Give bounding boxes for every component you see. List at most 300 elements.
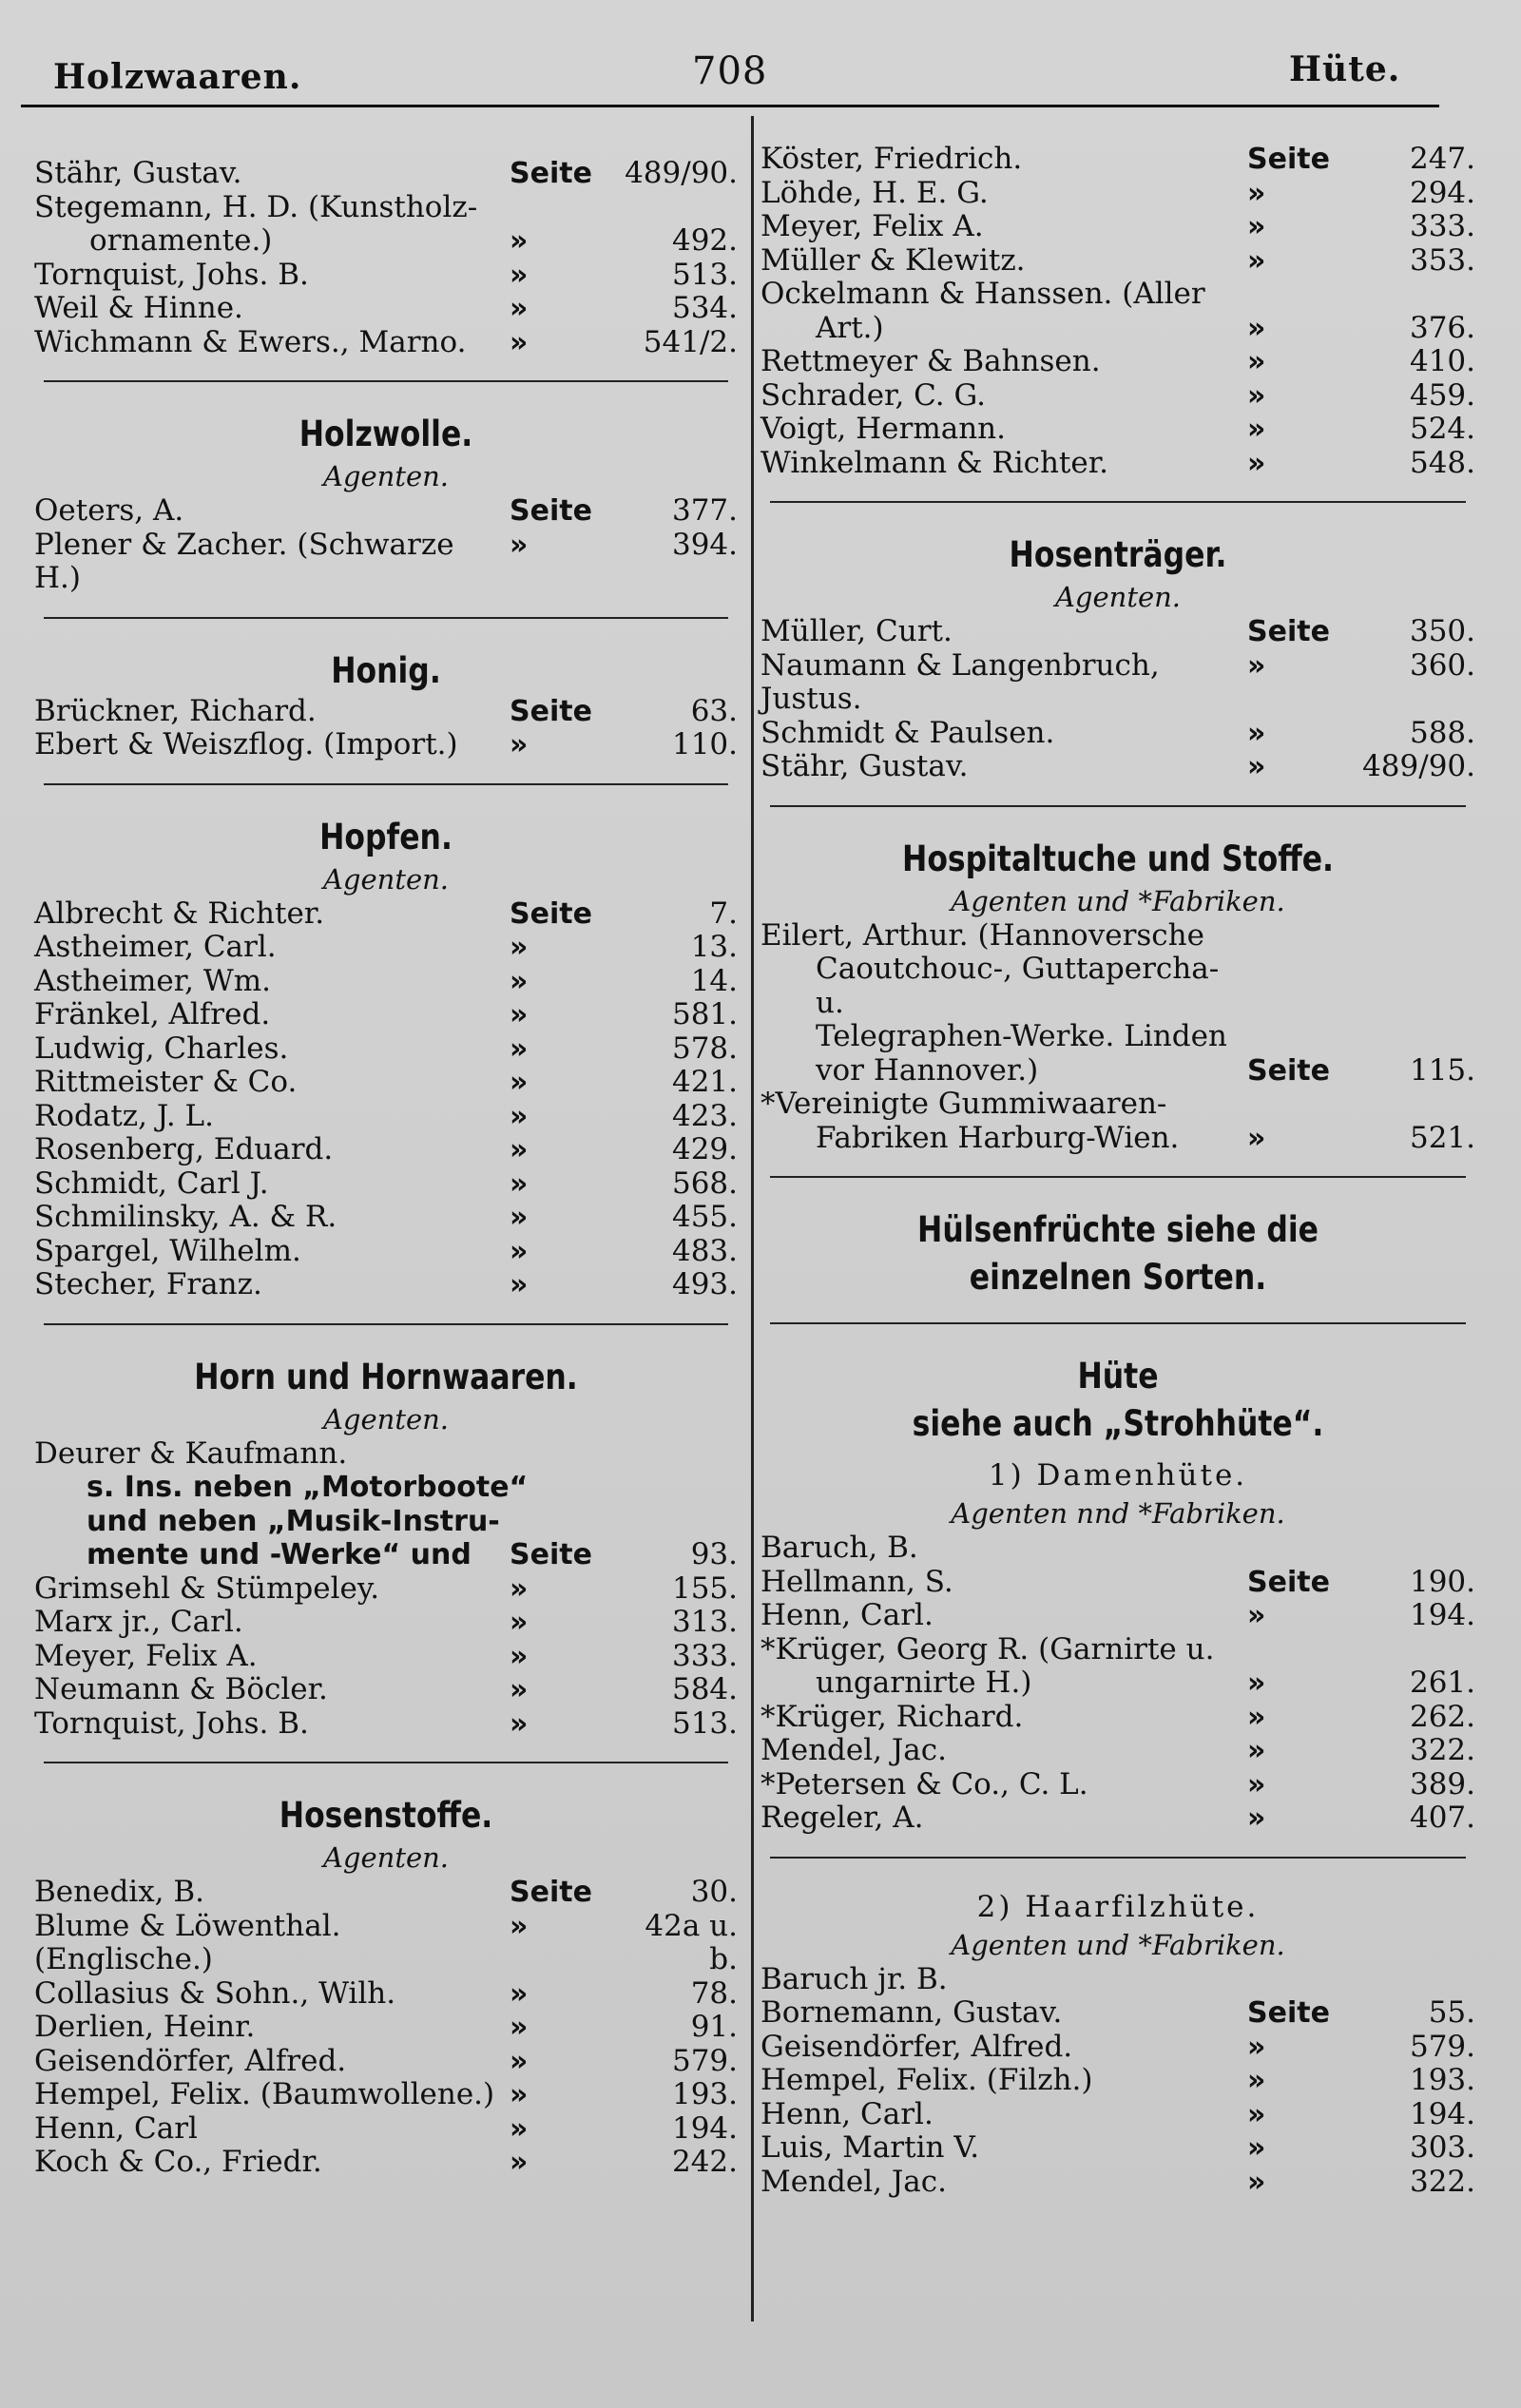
entry-name: Schmidt, Carl J.: [34, 1165, 269, 1201]
page-reference: 247.: [1409, 142, 1475, 176]
section-hopfen: [34, 814, 738, 1302]
page-reference: 579.: [671, 2043, 738, 2078]
entry-name: Henn, Carl.: [760, 1598, 934, 1632]
page-reference: 194.: [671, 2110, 738, 2146]
page-reference: 423.: [671, 1098, 738, 1133]
list-item: [34, 1876, 738, 1910]
page-reference: 407.: [1409, 1801, 1475, 1835]
seite-label: »: [510, 1031, 529, 1066]
page-reference: 541/2.: [643, 324, 738, 359]
list-item: [34, 1066, 738, 1100]
page-reference: 534.: [671, 291, 738, 325]
page-reference: 588.: [1409, 715, 1475, 750]
entry-name: Fränkel, Alfred.: [34, 997, 271, 1031]
page-reference: 489/90.: [1362, 749, 1475, 783]
page-reference: 261.: [1409, 1666, 1475, 1700]
page-reference: 193.: [1409, 2063, 1475, 2097]
list-item: [760, 1088, 1475, 1122]
section-horn: [34, 1354, 738, 1742]
insert-note-line: [34, 1538, 738, 1572]
page-reference: 194.: [1409, 1598, 1475, 1632]
list-item: [760, 1020, 1475, 1054]
page-reference: 394.: [671, 527, 738, 562]
entry-name: Brückner, Richard.: [34, 693, 317, 728]
entry-name: Stähr, Gustav.: [760, 749, 969, 783]
entry-name: Meyer, Felix A.: [760, 209, 984, 243]
list-item: [760, 244, 1475, 279]
list-item: [34, 965, 738, 999]
page-reference: 513.: [671, 257, 738, 292]
seite-label: Seite: [510, 157, 592, 190]
section-title: Horn und Hornwaaren.: [194, 1356, 578, 1397]
seite-label: »: [1247, 1734, 1266, 1767]
section-title-line2: einzelnen Sorten.: [969, 1257, 1267, 1298]
seite-label: »: [510, 1673, 529, 1706]
entry-name: Stecher, Franz.: [34, 1267, 262, 1301]
entry-name: Naumann & Langenbruch, Justus.: [760, 647, 1169, 716]
page-reference: 42a u. b.: [645, 1908, 738, 1976]
entry-name: Benedix, B.: [34, 1875, 205, 1909]
seite-label: »: [510, 998, 529, 1031]
section-title: Hopfen.: [319, 816, 452, 857]
list-item: [760, 210, 1475, 244]
seite-label: »: [1247, 1666, 1266, 1700]
list-item: [34, 494, 738, 529]
list-item: [760, 1599, 1475, 1633]
section-title: Hosenstoffe.: [279, 1795, 493, 1836]
entry-name: Art.): [816, 310, 884, 345]
entry-name: Blume & Löwenthal. (Englische.): [34, 1908, 351, 1976]
seite-label: »: [510, 1268, 529, 1301]
page-reference: 421.: [671, 1065, 738, 1099]
section-title: Holzwolle.: [298, 414, 473, 454]
entry-name: Müller & Klewitz.: [760, 242, 1026, 278]
section-divider: [44, 1762, 728, 1763]
subsection-title: 1) Damenhüte.: [988, 1458, 1248, 1493]
page-reference: 353.: [1409, 242, 1475, 278]
section-divider: [770, 1857, 1466, 1859]
page-reference: 63.: [690, 693, 738, 728]
entry-name: Telegraphen-Werke. Linden: [816, 1019, 1227, 1053]
page-reference: 524.: [1409, 412, 1475, 446]
entry-name: Spargel, Wilhelm.: [34, 1233, 301, 1268]
seite-label: »: [1247, 2097, 1266, 2131]
section-divider: [44, 783, 728, 785]
entry-name: Voigt, Hermann.: [760, 412, 1006, 446]
seite-label: »: [510, 1234, 529, 1268]
entry-name: Schmidt & Paulsen.: [760, 715, 1055, 750]
list-item: [34, 2011, 738, 2045]
insert-note-text: s. Ins. neben „Motorboote“: [87, 1471, 529, 1504]
entry-name: Marx jr., Carl.: [34, 1605, 243, 1639]
entry-name: Baruch, B.: [760, 1531, 918, 1565]
page-reference: 377.: [671, 493, 738, 528]
subsection-title: 2) Haarfilzhüte.: [976, 1889, 1260, 1924]
list-item: [760, 1531, 1475, 1566]
insert-note-text: und neben „Musik-Instru-: [87, 1504, 500, 1538]
list-item: [760, 750, 1475, 784]
list-item: [34, 191, 738, 225]
list-item: [760, 2166, 1475, 2200]
seite-label: »: [1247, 176, 1266, 210]
list-item: [34, 224, 738, 259]
list-item: [760, 379, 1475, 414]
seite-label: Seite: [510, 694, 592, 728]
list-item: [760, 312, 1475, 346]
page-reference: 333.: [671, 1638, 738, 1673]
entry-name: *Krüger, Richard.: [760, 1699, 1024, 1734]
page-reference: 13.: [690, 930, 738, 964]
seite-label: »: [510, 2044, 529, 2078]
list-item: [760, 1701, 1475, 1735]
list-item: [34, 2112, 738, 2147]
section-divider: [770, 1176, 1466, 1178]
page-reference: 578.: [671, 1031, 738, 1066]
page-reference: 78.: [690, 1975, 738, 2011]
entry-name: Stähr, Gustav.: [34, 156, 242, 190]
page-reference: 193.: [671, 2077, 738, 2111]
page-reference: 262.: [1409, 1699, 1475, 1734]
entry-name: Müller, Curt.: [760, 614, 953, 648]
entry-name: Löhde, H. E. G.: [760, 175, 989, 210]
section-divider: [770, 805, 1466, 807]
list-item: [760, 717, 1475, 751]
section-hospitaltuche: [760, 836, 1475, 1156]
page-reference: 313.: [671, 1605, 738, 1639]
seite-label: »: [510, 964, 529, 998]
list-item: [760, 177, 1475, 211]
section-huete: [760, 1353, 1475, 1836]
list-item: [760, 615, 1475, 649]
section-huelsenfruechte: [760, 1206, 1475, 1301]
list-item: [34, 259, 738, 293]
entry-name: Rodatz, J. L.: [34, 1098, 214, 1133]
list-item: [34, 1977, 738, 2012]
page-reference: 492.: [671, 223, 738, 258]
entry-name: Geisendörfer, Alfred.: [34, 2043, 347, 2078]
list-item: [760, 345, 1475, 379]
section-title: Hosenträger.: [1009, 534, 1227, 575]
seite-label: »: [510, 258, 529, 292]
list-item: [34, 326, 738, 360]
header-left-title: Holzwaaren.: [53, 57, 302, 97]
seite-label: »: [1247, 1767, 1266, 1801]
entry-name: Tornquist, Johs. B.: [34, 257, 309, 292]
section-title: Hospitaltuche und Stoffe.: [901, 838, 1335, 879]
page-reference: 579.: [1409, 2029, 1475, 2064]
list-item: [760, 1666, 1475, 1701]
seite-label: »: [510, 325, 529, 359]
seite-label: »: [1247, 2165, 1266, 2199]
entry-name: Bornemann, Gustav.: [760, 1995, 1063, 2030]
section-hosentraeger: [760, 531, 1475, 784]
section-subtitle: Agenten.: [1054, 581, 1182, 613]
list-item: [34, 2078, 738, 2112]
list-item: [34, 1640, 738, 1674]
seite-label: »: [510, 1099, 529, 1133]
entry-name: Rosenberg, Eduard.: [34, 1132, 334, 1166]
list-item: [34, 1572, 738, 1607]
entry-name: Rettmeyer & Bahnsen.: [760, 344, 1101, 378]
page-reference: 242.: [671, 2145, 738, 2179]
list-item: [34, 157, 738, 191]
page-reference: 14.: [690, 963, 738, 998]
section-divider: [44, 1323, 728, 1325]
entry-name: Regeler, A.: [760, 1801, 924, 1835]
entry-name: Oeters, A.: [34, 493, 184, 528]
page-reference: 513.: [671, 1705, 738, 1741]
page-reference: 30.: [690, 1875, 738, 1909]
section-subtitle: Agenten.: [322, 862, 450, 896]
list-item: [34, 1133, 738, 1167]
left-column: [34, 157, 738, 2180]
section-divider: [770, 1322, 1466, 1324]
section-title: Honig.: [331, 649, 441, 691]
page-reference: 322.: [1409, 1733, 1475, 1767]
page-reference: 194.: [1409, 2096, 1475, 2131]
entry-name: Eilert, Arthur. (Hannoversche: [760, 917, 1204, 953]
entry-name: Meyer, Felix A.: [34, 1638, 258, 1673]
entry-name: Stegemann, H. D. (Kunstholz-: [34, 189, 478, 224]
seite-label: »: [1247, 413, 1266, 446]
page-reference: 350.: [1409, 614, 1475, 648]
entry-name: Luis, Martin V.: [760, 2130, 980, 2165]
entry-name: Hempel, Felix. (Filzh.): [760, 2063, 1093, 2097]
header-rule: [21, 105, 1439, 107]
section-subtitle: Agenten und *Fabriken.: [951, 884, 1285, 917]
list-item: [34, 1437, 738, 1472]
seite-label: »: [1247, 1801, 1266, 1835]
section-title: Hülsenfrüchte siehe die: [917, 1209, 1319, 1250]
seite-label: »: [510, 931, 529, 964]
list-item: [34, 931, 738, 965]
entry-name: Hellmann, S.: [760, 1564, 953, 1599]
list-item: [760, 2064, 1475, 2098]
entry-name: Winkelmann & Richter.: [760, 445, 1109, 480]
seite-label: Seite: [1247, 143, 1330, 176]
list-item: [760, 1633, 1475, 1667]
entry-name: Hempel, Felix. (Baumwollene.): [34, 2077, 495, 2111]
list-item: [760, 2131, 1475, 2166]
page-reference: 333.: [1409, 209, 1475, 243]
entry-name: Grimsehl & Stümpeley.: [34, 1570, 380, 1606]
seite-label: »: [510, 1706, 529, 1741]
entry-name: ungarnirte H.): [816, 1666, 1032, 1700]
seite-label: »: [1247, 311, 1266, 345]
seite-label: »: [1247, 1599, 1266, 1632]
section-title: Hüte: [1077, 1356, 1159, 1397]
list-item: [760, 649, 1475, 717]
right-column: [760, 143, 1475, 2199]
list-item: [34, 897, 738, 932]
entry-name: Plener & Zacher. (Schwarze H.): [34, 527, 464, 595]
section-subtitle: Agenten und *Fabriken.: [951, 1928, 1285, 1961]
entry-name: *Petersen & Co., C. L.: [760, 1766, 1088, 1801]
entry-name: Ockelmann & Hanssen. (Aller: [760, 277, 1205, 311]
seite-label: »: [510, 528, 529, 562]
seite-label: »: [1247, 2030, 1266, 2064]
section-title-line2: siehe auch „Strohhüte“.: [912, 1403, 1324, 1444]
entry-name: Collasius & Sohn., Wilh.: [34, 1975, 396, 2011]
section-haarfilz: [760, 1887, 1475, 2200]
seite-label: »: [1247, 378, 1266, 413]
entry-name: Astheimer, Wm.: [34, 963, 271, 998]
seite-label: »: [510, 1133, 529, 1166]
list-item: [34, 1201, 738, 1235]
entry-name: Caoutchouc-, Guttapercha- u.: [816, 952, 1229, 1020]
entry-name: Ebert & Weiszflog. (Import.): [34, 727, 458, 761]
seite-label: »: [510, 1976, 529, 2011]
page-reference: 376.: [1409, 310, 1475, 345]
entry-name: Albrecht & Richter.: [34, 896, 325, 931]
seite-label: »: [510, 2011, 529, 2044]
page-reference: 568.: [671, 1165, 738, 1201]
entry-name: Ludwig, Charles.: [34, 1031, 289, 1066]
entry-name: vor Hannover.): [816, 1052, 1039, 1088]
page-reference: 493.: [671, 1267, 738, 1301]
page-reference: 410.: [1409, 344, 1475, 378]
seite-label: »: [510, 1166, 529, 1201]
list-item: [760, 1566, 1475, 1600]
section-subtitle: Agenten nnd *Fabriken.: [951, 1497, 1285, 1530]
list-item: [34, 695, 738, 729]
page-reference: 115.: [1409, 1052, 1475, 1088]
list-item: [34, 529, 738, 596]
entry-name: Rittmeister & Co.: [34, 1065, 298, 1099]
entry-name: Köster, Friedrich.: [760, 142, 1023, 176]
list-item: [760, 2098, 1475, 2132]
list-item: [760, 447, 1475, 481]
list-item: [34, 1100, 738, 1134]
column-divider: [751, 116, 754, 2321]
list-item: [34, 998, 738, 1032]
page-reference: 548.: [1409, 445, 1475, 480]
list-item: [760, 1768, 1475, 1802]
page-reference: 584.: [671, 1672, 738, 1706]
page-number: 708: [692, 49, 768, 93]
seite-label: »: [1247, 210, 1266, 243]
page-reference: 360.: [1409, 647, 1475, 683]
entry-name: Wichmann & Ewers., Marno.: [34, 324, 467, 359]
list-item: [34, 1606, 738, 1640]
entry-name: *Krüger, Georg R. (Garnirte u.: [760, 1631, 1215, 1666]
section-holzwaaren-cont: [34, 157, 738, 359]
entry-name: Schrader, C. G.: [760, 377, 987, 413]
section-holzwaaren-cont-right: [760, 143, 1475, 480]
entry-name: Deurer & Kaufmann.: [34, 1435, 348, 1471]
seite-label: Seite: [510, 896, 592, 931]
entry-name: Tornquist, Johs. B.: [34, 1705, 309, 1741]
section-divider: [44, 380, 728, 382]
entry-name: *Vereinigte Gummiwaaren-: [760, 1087, 1167, 1121]
section-honig: [34, 647, 738, 762]
list-item: [760, 1734, 1475, 1768]
list-item: [34, 1167, 738, 1202]
seite-label: »: [510, 1606, 529, 1639]
seite-label: »: [510, 1201, 529, 1234]
seite-label: »: [510, 1639, 529, 1673]
list-item: [34, 1910, 738, 1977]
entry-name: Schmilinsky, A. & R.: [34, 1200, 337, 1234]
list-item: [760, 143, 1475, 177]
section-subtitle: Agenten.: [322, 460, 450, 492]
seite-label: »: [510, 1571, 529, 1606]
insert-note-text: mente und -Werke“ und: [87, 1538, 472, 1571]
seite-label: »: [1247, 648, 1266, 683]
page-reference: 7.: [709, 896, 738, 931]
seite-label: Seite: [1247, 1565, 1330, 1599]
page-reference: 55.: [1428, 1995, 1475, 2030]
list-item: [760, 953, 1475, 1020]
entry-name: Henn, Carl: [34, 2110, 198, 2146]
list-item: [34, 1673, 738, 1707]
page-reference: 483.: [671, 1233, 738, 1268]
list-item: [760, 278, 1475, 312]
page-reference: 455.: [671, 1200, 738, 1234]
page-reference: 93.: [690, 1537, 738, 1571]
entry-name: Baruch jr. B.: [760, 1961, 948, 1996]
seite-label: »: [510, 728, 529, 761]
seite-label: Seite: [1247, 1053, 1330, 1088]
seite-label: Seite: [510, 494, 592, 528]
list-item: [760, 1122, 1475, 1156]
list-item: [34, 2045, 738, 2079]
seite-label: Seite: [1247, 1996, 1330, 2030]
entry-name: Henn, Carl.: [760, 2096, 934, 2131]
seite-label: »: [1247, 2131, 1266, 2165]
page-reference: 322.: [1409, 2164, 1475, 2199]
seite-label: »: [510, 2146, 529, 2179]
seite-label: »: [1247, 446, 1266, 480]
list-item: [34, 292, 738, 326]
section-divider: [44, 617, 728, 619]
list-item: [34, 2146, 738, 2180]
entry-name: Weil & Hinne.: [34, 291, 243, 325]
list-item: [34, 1707, 738, 1742]
entry-name: Mendel, Jac.: [760, 1733, 947, 1767]
list-item: [760, 919, 1475, 954]
seite-label: Seite: [1247, 615, 1330, 648]
section-divider: [770, 501, 1466, 503]
page-reference: 429.: [671, 1132, 738, 1166]
entry-name: Astheimer, Carl.: [34, 930, 277, 964]
section-holzwolle: [34, 411, 738, 596]
page-reference: 521.: [1409, 1120, 1475, 1155]
seite-label: Seite: [510, 1876, 592, 1909]
entry-name: ornamente.): [89, 223, 273, 258]
list-item: [34, 1032, 738, 1067]
entry-name: Fabriken Harburg-Wien.: [816, 1120, 1180, 1155]
page-reference: 294.: [1409, 175, 1475, 210]
entry-name: Mendel, Jac.: [760, 2164, 947, 2199]
section-subtitle: Agenten.: [322, 1841, 450, 1874]
entry-name: Geisendörfer, Alfred.: [760, 2029, 1073, 2064]
page-reference: 190.: [1409, 1564, 1475, 1599]
seite-label: »: [510, 1909, 529, 1943]
list-item: [760, 1054, 1475, 1088]
page-reference: 91.: [690, 2010, 738, 2044]
seite-label: »: [1247, 716, 1266, 750]
seite-label: »: [510, 224, 529, 258]
seite-label: »: [510, 292, 529, 325]
list-item: [34, 1268, 738, 1302]
entry-name: Koch & Co., Friedr.: [34, 2145, 322, 2179]
seite-label: Seite: [510, 1538, 592, 1571]
list-item: [34, 728, 738, 762]
page-reference: 581.: [671, 997, 738, 1031]
list-item: [760, 1963, 1475, 1997]
list-item: [760, 1996, 1475, 2031]
